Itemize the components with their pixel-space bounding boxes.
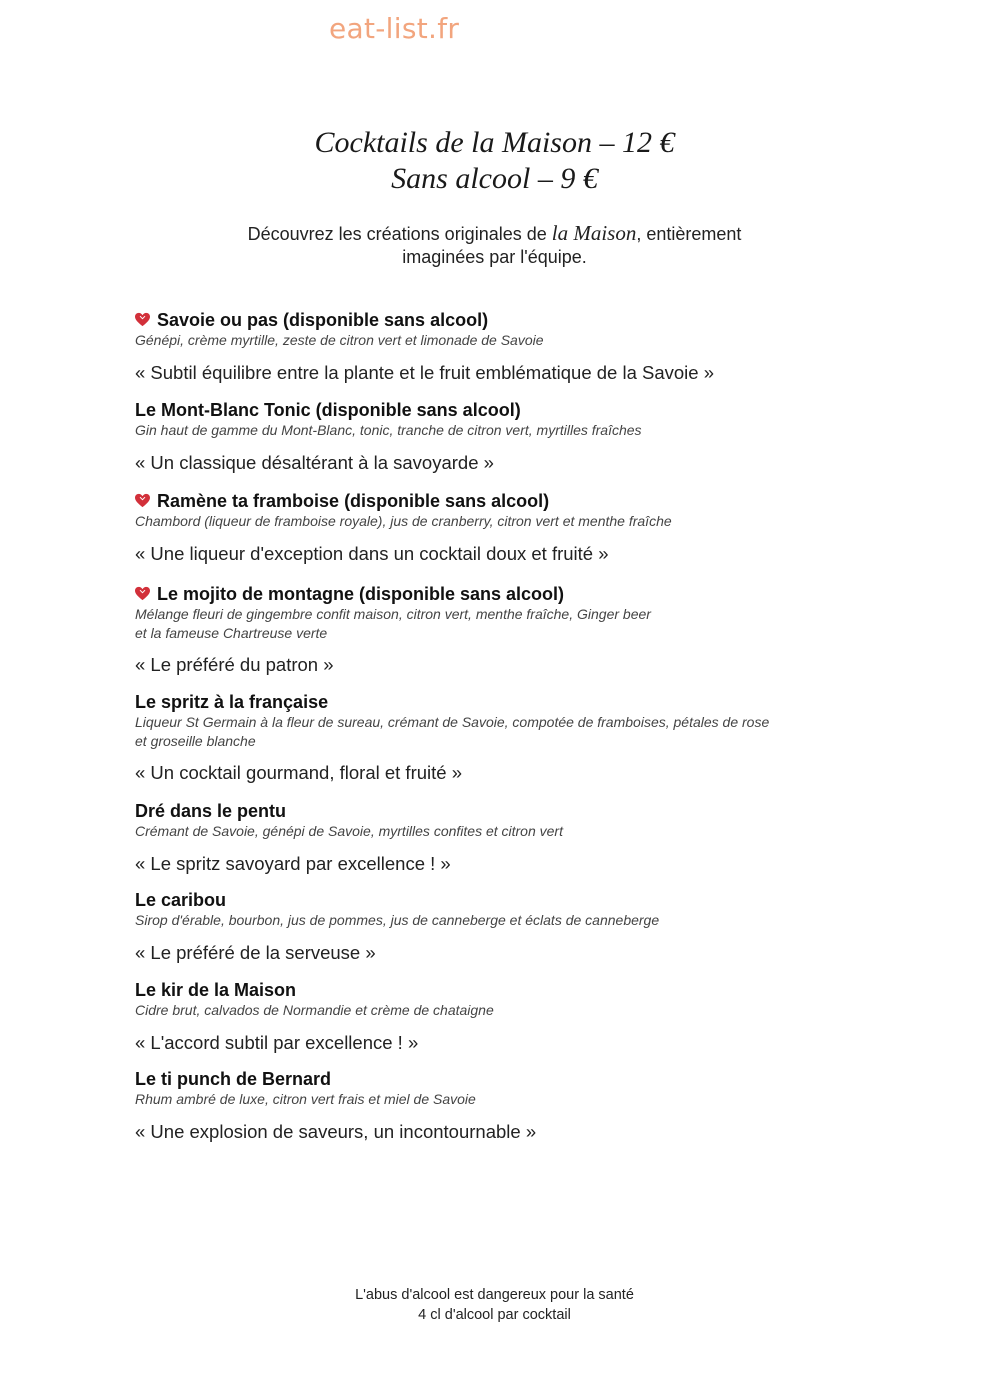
cocktail-tagline: « Le spritz savoyard par excellence ! »	[135, 853, 451, 874]
ingredients-line: Génépi, crème myrtille, zeste de citron vert et limonade de Savoie	[135, 332, 544, 348]
favorite-heart-icon	[134, 312, 151, 327]
cocktail-name	[135, 979, 855, 1001]
ingredients-line: Liqueur St Germain à la fleur de sureau, crémant de Savoie, compotée de framboises, pétales de rose	[135, 714, 770, 730]
cocktail-name-text: Dré dans le pentu	[135, 801, 287, 821]
cocktail-item	[135, 1068, 855, 1144]
cocktail-name	[135, 490, 855, 512]
menu-header	[0, 125, 989, 197]
site-watermark: eat-list.fr	[329, 12, 460, 45]
ingredients-line: Gin haut de gamme du Mont-Blanc, tonic, tranche de citron vert, myrtilles fraîches	[135, 422, 642, 438]
cocktail-item	[135, 309, 855, 385]
cocktail-item	[135, 399, 855, 475]
cocktail-ingredients	[135, 1001, 855, 1020]
cocktail-item	[135, 800, 855, 876]
cocktail-ingredients	[135, 421, 855, 440]
cocktail-name	[135, 1068, 855, 1090]
alcohol-quantity-note: 4 cl d'alcool par cocktail	[418, 1307, 571, 1323]
ingredients-line: Cidre brut, calvados de Normandie et crème de chataigne	[135, 1002, 494, 1018]
favorite-heart-icon	[134, 586, 151, 601]
cocktail-ingredients	[135, 1090, 855, 1109]
intro-before: Découvrez les créations originales de	[247, 224, 552, 244]
cocktail-item	[135, 979, 855, 1055]
cocktail-name	[135, 691, 855, 713]
cocktail-name	[135, 583, 855, 605]
cocktail-ingredients	[135, 911, 855, 930]
health-warning: L'abus d'alcool est dangereux pour la santé	[355, 1287, 634, 1303]
intro-text	[0, 222, 989, 269]
cocktail-name-text: Le spritz à la française	[135, 692, 329, 712]
ingredients-line: Sirop d'érable, bourbon, jus de pommes, jus de canneberge et éclats de canneberge	[135, 912, 660, 928]
intro-brand: la Maison	[551, 221, 637, 245]
cocktail-tagline: « Le préféré de la serveuse »	[135, 942, 376, 963]
favorite-heart-icon	[134, 493, 151, 508]
cocktail-ingredients	[135, 512, 855, 531]
alcohol-free-price-title: Sans alcool – 9 €	[391, 162, 598, 195]
ingredients-line: Mélange fleuri de gingembre confit maison, citron vert, menthe fraîche, Ginger beer	[135, 606, 651, 622]
ingredients-line: Rhum ambré de luxe, citron vert frais et miel de Savoie	[135, 1091, 476, 1107]
cocktail-name-text: Le ti punch de Bernard	[135, 1069, 332, 1089]
cocktail-tagline: « L'accord subtil par excellence ! »	[135, 1032, 419, 1053]
cocktail-name	[135, 800, 855, 822]
cocktail-ingredients	[135, 713, 855, 751]
cocktail-tagline: « Un cocktail gourmand, floral et fruité »	[135, 762, 462, 783]
cocktail-name	[135, 309, 855, 331]
cocktail-name	[135, 889, 855, 911]
cocktail-item	[135, 490, 855, 566]
cocktail-ingredients	[135, 822, 855, 841]
cocktail-ingredients	[135, 331, 855, 350]
footer-notice	[0, 1285, 989, 1325]
cocktail-tagline: « Le préféré du patron »	[135, 654, 334, 675]
ingredients-line: et groseille blanche	[135, 733, 256, 749]
intro-line-1	[0, 222, 989, 246]
cocktail-item	[135, 583, 855, 677]
ingredients-line: Chambord (liqueur de framboise royale), jus de cranberry, citron vert et menthe fraîche	[135, 513, 672, 529]
cocktail-name-text: Le caribou	[135, 890, 227, 910]
intro-after: , entièrement	[636, 224, 742, 244]
intro-line-2: imaginées par l'équipe.	[402, 247, 587, 267]
cocktail-item	[135, 691, 855, 785]
cocktail-name-text: Ramène ta framboise (disponible sans alcool)	[157, 491, 550, 511]
ingredients-line: Crémant de Savoie, génépi de Savoie, myrtilles confites et citron vert	[135, 823, 563, 839]
cocktails-price-title: Cocktails de la Maison – 12 €	[314, 126, 675, 159]
cocktail-ingredients	[135, 605, 855, 643]
cocktail-tagline: « Une explosion de saveurs, un incontournable »	[135, 1121, 537, 1142]
ingredients-line: et la fameuse Chartreuse verte	[135, 625, 328, 641]
cocktail-tagline: « Un classique désaltérant à la savoyarde »	[135, 452, 494, 473]
cocktail-name	[135, 399, 855, 421]
cocktail-tagline: « Une liqueur d'exception dans un cocktail doux et fruité »	[135, 543, 609, 564]
cocktail-name-text: Le Mont-Blanc Tonic (disponible sans alcool)	[135, 400, 521, 420]
cocktail-name-text: Le kir de la Maison	[135, 980, 297, 1000]
cocktail-name-text: Le mojito de montagne (disponible sans alcool)	[157, 584, 565, 604]
cocktail-name-text: Savoie ou pas (disponible sans alcool)	[157, 310, 489, 330]
cocktail-tagline: « Subtil équilibre entre la plante et le fruit emblématique de la Savoie »	[135, 362, 714, 383]
cocktail-item	[135, 889, 855, 965]
